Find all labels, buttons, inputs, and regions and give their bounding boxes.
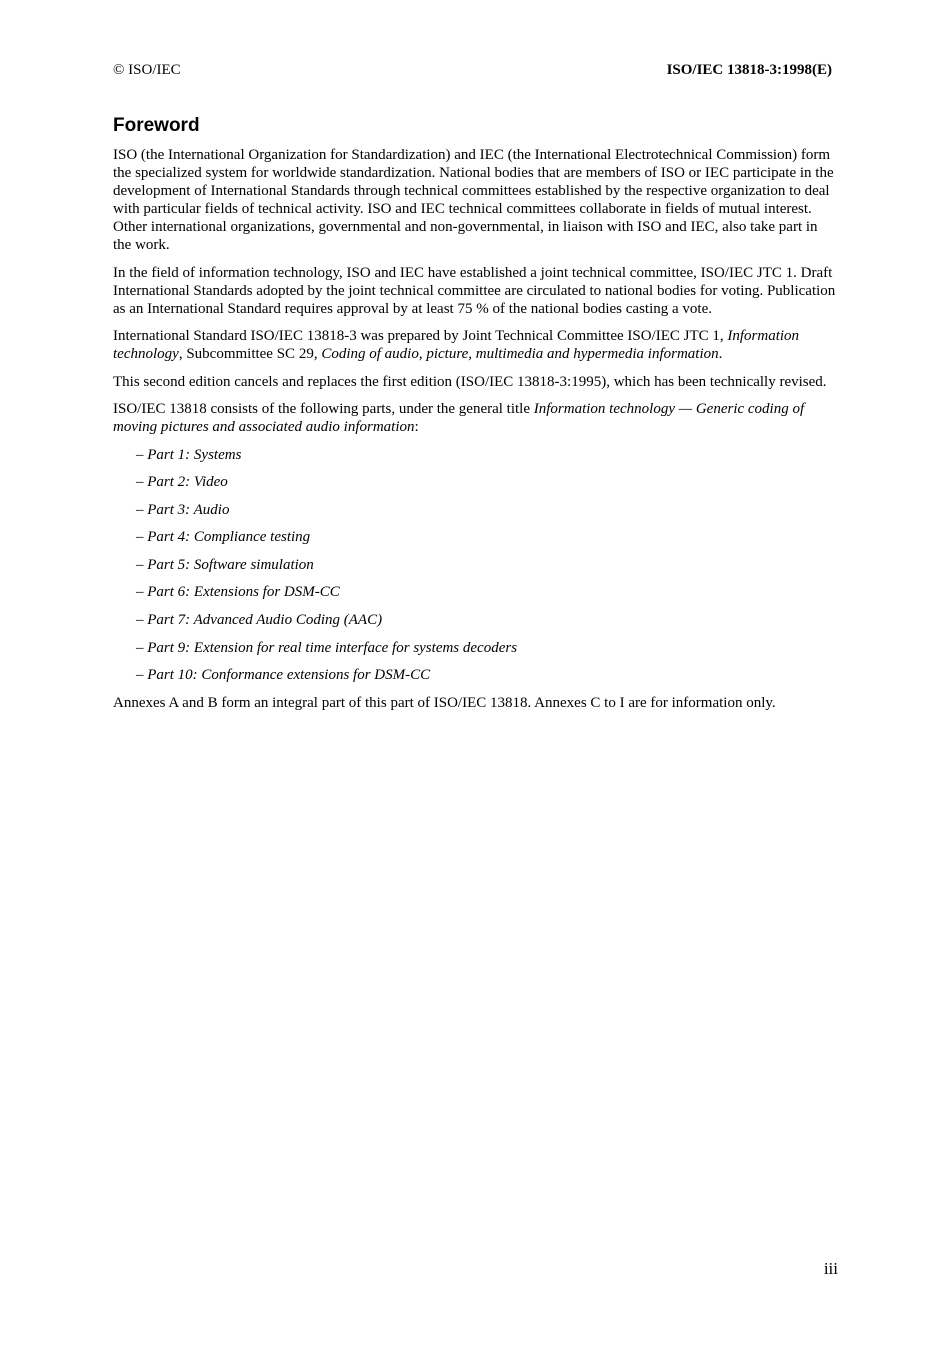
page-title: Foreword bbox=[113, 115, 200, 136]
parts-intro-text: ISO/IEC 13818 consists of the following parts, under the general title bbox=[113, 401, 534, 417]
header-standard-id: ISO/IEC 13818-3:1998(E) bbox=[666, 62, 832, 78]
list-item: – Part 3: Audio bbox=[136, 501, 230, 518]
paragraph-preparation bbox=[113, 327, 838, 363]
list-item: – Part 4: Compliance testing bbox=[136, 529, 311, 546]
header-copyright: © ISO/IEC bbox=[113, 62, 181, 78]
committee-title: Information technology bbox=[113, 328, 800, 362]
list-item: – Part 1: Systems bbox=[136, 446, 242, 463]
subcommittee-title: Coding of audio, picture, multimedia and hypermedia information bbox=[321, 346, 719, 362]
paragraph-preparation-text: . bbox=[718, 346, 723, 362]
paragraph-edition: This second edition cancels and replaces the first edition (ISO/IEC 13818-3:1995), which has been technically revised. bbox=[113, 373, 827, 390]
list-item: – Part 10: Conformance extensions for DSM-CC bbox=[136, 667, 431, 684]
parts-intro-text: : bbox=[414, 419, 419, 435]
paragraph-preparation-text: , Subcommittee SC 29, bbox=[178, 346, 322, 362]
foreword-body bbox=[113, 146, 838, 721]
paragraph-joint-committee: In the field of information technology, ISO and IEC have established a joint technical committee, ISO/IEC JTC 1. Draft International Standards adopted by the joint technical committee are circulated to national bodies for voting. Publication as an International Standard requires approval by at least 75 % of the national bodies casting a vote. bbox=[113, 264, 836, 317]
paragraph-parts-intro bbox=[113, 400, 838, 436]
list-item: – Part 2: Video bbox=[136, 474, 228, 491]
paragraph-organizations: ISO (the International Organization for Standardization) and IEC (the International Electrotechnical Commission) form the specialized system for worldwide standardization. National bodies that are members of ISO or IEC participate in the development of International Standards through technical committees established by the respective organization to deal with particular fields of technical activity. ISO and IEC technical committees collaborate in fields of mutual interest. Other international organizations, governmental and non-governmental, in liaison with ISO and IEC, also take part in the work. bbox=[113, 147, 834, 253]
general-title: Information technology — Generic coding of moving pictures and associated audio information bbox=[113, 401, 805, 435]
parts-list bbox=[113, 446, 838, 685]
list-item: – Part 6: Extensions for DSM-CC bbox=[136, 584, 340, 601]
list-item: – Part 7: Advanced Audio Coding (AAC) bbox=[136, 612, 383, 629]
page-number: iii bbox=[823, 1259, 838, 1278]
paragraph-preparation-text: International Standard ISO/IEC 13818-3 was prepared by Joint Technical Committee ISO/IEC JTC 1, bbox=[113, 328, 728, 344]
list-item: – Part 5: Software simulation bbox=[136, 556, 314, 573]
paragraph-annexes: Annexes A and B form an integral part of this part of ISO/IEC 13818. Annexes C to I are for information only. bbox=[113, 694, 776, 711]
list-item: – Part 9: Extension for real time interface for systems decoders bbox=[136, 639, 518, 656]
